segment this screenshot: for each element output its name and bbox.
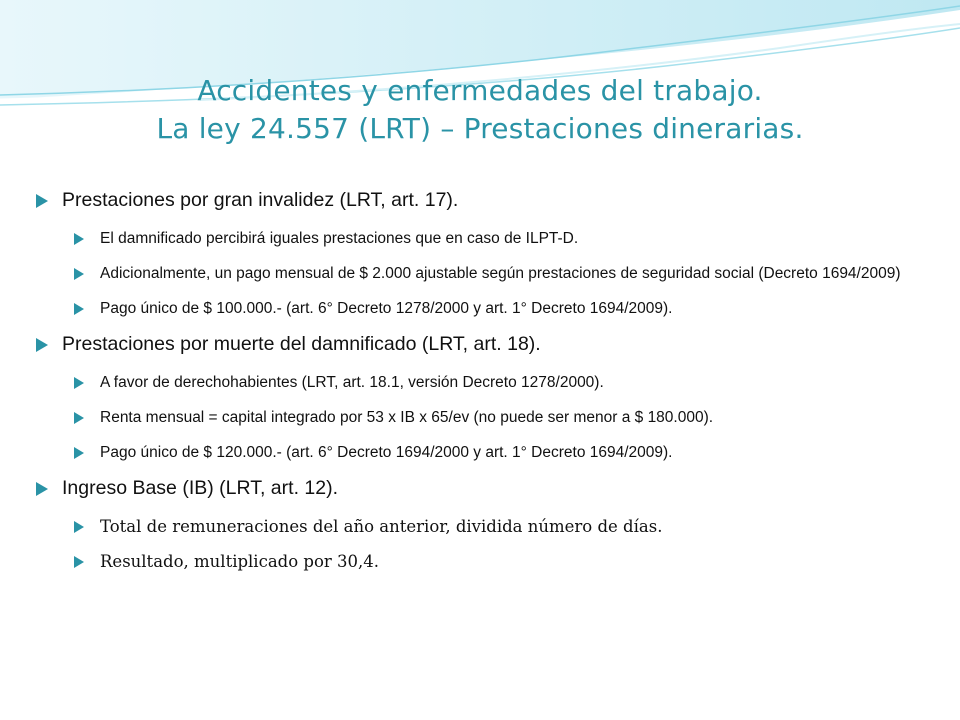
arrow-bullet-icon — [74, 556, 84, 568]
arrow-bullet-icon — [74, 447, 84, 459]
section-gran-invalidez — [36, 186, 906, 215]
section-heading: Ingreso Base (IB) (LRT, art. 12). — [62, 477, 338, 499]
list-item — [64, 435, 906, 470]
arrow-bullet-icon — [74, 412, 84, 424]
list-item-text: A favor de derechohabientes (LRT, art. 18.1, versión Decreto 1278/2000). — [100, 374, 604, 391]
section-heading: Prestaciones por muerte del damnificado (LRT, art. 18). — [62, 333, 541, 355]
list-item-text: Pago único de $ 120.000.- (art. 6° Decreto 1694/2000 y art. 1° Decreto 1694/2009). — [100, 444, 673, 461]
arrow-bullet-icon — [36, 194, 48, 208]
arrow-bullet-icon — [74, 233, 84, 245]
list-item — [64, 291, 906, 326]
slide-content — [36, 186, 906, 579]
arrow-bullet-icon — [74, 521, 84, 533]
list-item — [64, 365, 906, 400]
list-item — [64, 256, 906, 291]
title-line-1: Accidentes y enfermedades del trabajo. — [197, 74, 763, 107]
list-item — [64, 400, 906, 435]
section-gran-invalidez-items — [64, 221, 906, 326]
section-heading: Prestaciones por gran invalidez (LRT, art. 17). — [62, 189, 459, 211]
section-muerte — [36, 330, 906, 359]
list-item-text: Adicionalmente, un pago mensual de $ 2.000 ajustable según prestaciones de seguridad social (Decreto 1694/2009) — [100, 265, 901, 282]
list-item — [64, 221, 906, 256]
section-muerte-items — [64, 365, 906, 470]
arrow-bullet-icon — [74, 377, 84, 389]
list-item-text: El damnificado percibirá iguales prestaciones que en caso de ILPT-D. — [100, 230, 579, 247]
arrow-bullet-icon — [74, 268, 84, 280]
arrow-bullet-icon — [36, 482, 48, 496]
list-item — [64, 544, 906, 579]
list-item-text: Total de remuneraciones del año anterior, dividida número de días. — [100, 517, 663, 536]
arrow-bullet-icon — [74, 303, 84, 315]
section-ingreso-base-items — [64, 509, 906, 579]
list-item-text: Resultado, multiplicado por 30,4. — [100, 552, 380, 571]
slide-title — [0, 72, 960, 148]
list-item — [64, 509, 906, 544]
arrow-bullet-icon — [36, 338, 48, 352]
title-line-2: La ley 24.557 (LRT) – Prestaciones dinerarias. — [156, 112, 804, 145]
section-ingreso-base — [36, 474, 906, 503]
list-item-text: Renta mensual = capital integrado por 53 x IB x 65/ev (no puede ser menor a $ 180.000). — [100, 409, 714, 426]
list-item-text: Pago único de $ 100.000.- (art. 6° Decreto 1278/2000 y art. 1° Decreto 1694/2009). — [100, 300, 673, 317]
